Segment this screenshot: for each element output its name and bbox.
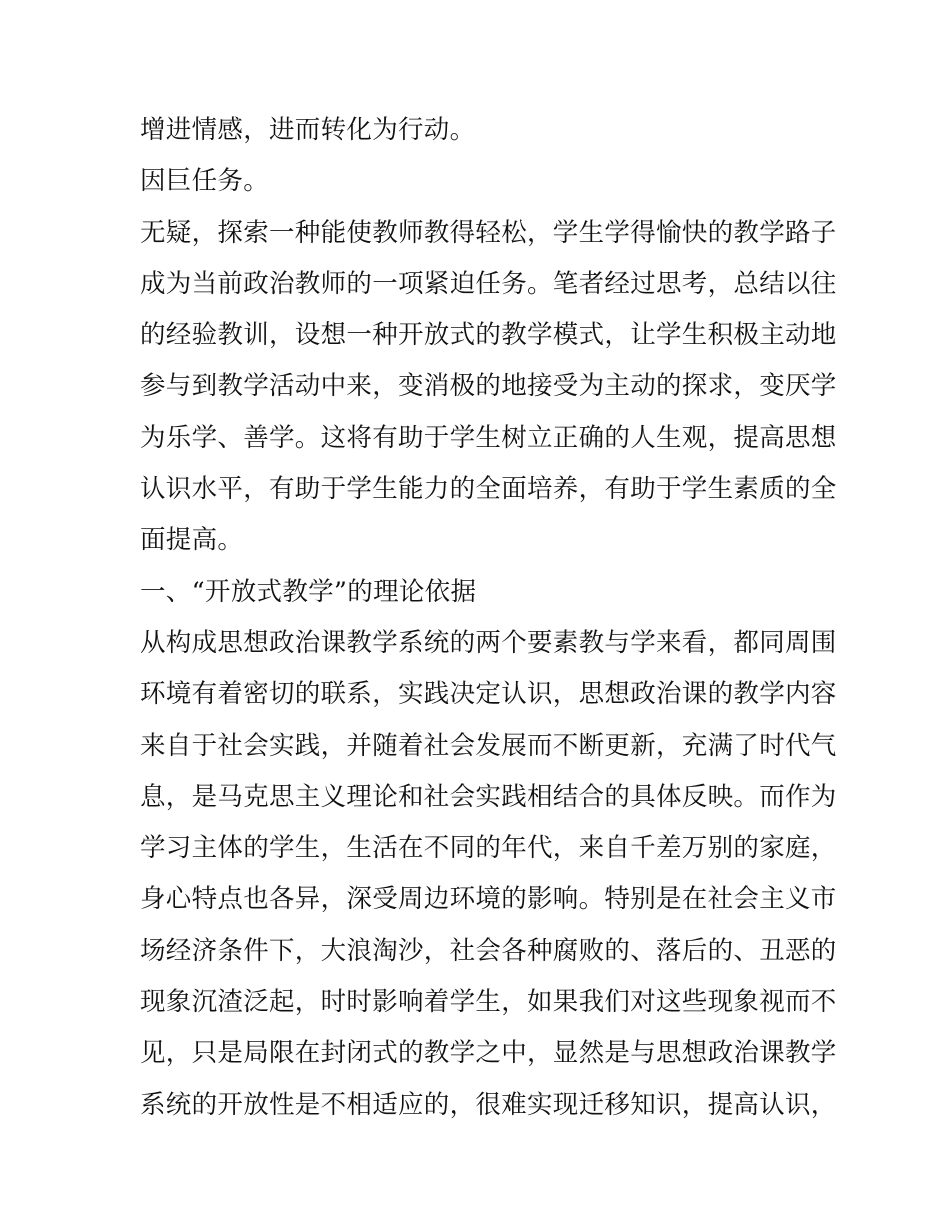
text-line: 增进情感，进而转化为行动。: [140, 115, 476, 145]
text-line: 成为当前政治教师的一项紧迫任务。笔者经过思考，总结以往: [140, 268, 837, 299]
text-line: 系统的开放性是不相适应的，很难实现迁移知识，提高认识，: [140, 1089, 837, 1120]
text-line: 认识水平，有助于学生能力的全面培养，有助于学生素质的全: [140, 474, 837, 505]
text-line: 因巨任务。: [140, 166, 270, 197]
text-line: 为乐学、善学。这将有助于学生树立正确的人生观，提高思想: [140, 422, 837, 453]
text-line: 场经济条件下，大浪淘沙，社会各种腐败的、落后的、丑恶的: [140, 935, 837, 966]
text-line: 参与到教学活动中来，变消极的地接受为主动的探求，变厌学: [140, 371, 837, 402]
text-line: 身心特点也各异，深受周边环境的影响。特别是在社会主义市: [140, 884, 837, 915]
section-heading: 一、“开放式教学”的理论依据: [140, 576, 477, 607]
text-line: 面提高。: [140, 525, 244, 556]
text-line: 环境有着密切的联系，实践决定认识，思想政治课的教学内容: [140, 679, 837, 710]
text-line: 现象沉渣泛起，时时影响着学生，如果我们对这些现象视而不: [140, 987, 837, 1018]
text-line: 息，是马克思主义理论和社会实践相结合的具体反映。而作为: [140, 781, 837, 812]
document-body: [140, 105, 837, 1131]
text-line: 无疑，探索一种能使教师教得轻松，学生学得愉快的教学路子: [140, 217, 837, 248]
text-line: 学习主体的学生，生活在不同的年代，来自千差万别的家庭，: [140, 833, 837, 864]
text-line: 来自于社会实践，并随着社会发展而不断更新，充满了时代气: [140, 730, 837, 761]
text-line: 的经验教训，设想一种开放式的教学模式，让学生积极主动地: [140, 320, 837, 351]
text-line: 见，只是局限在封闭式的教学之中，显然是与思想政治课教学: [140, 1038, 837, 1069]
text-line: 从构成思想政治课教学系统的两个要素教与学来看，都同周围: [140, 627, 837, 658]
